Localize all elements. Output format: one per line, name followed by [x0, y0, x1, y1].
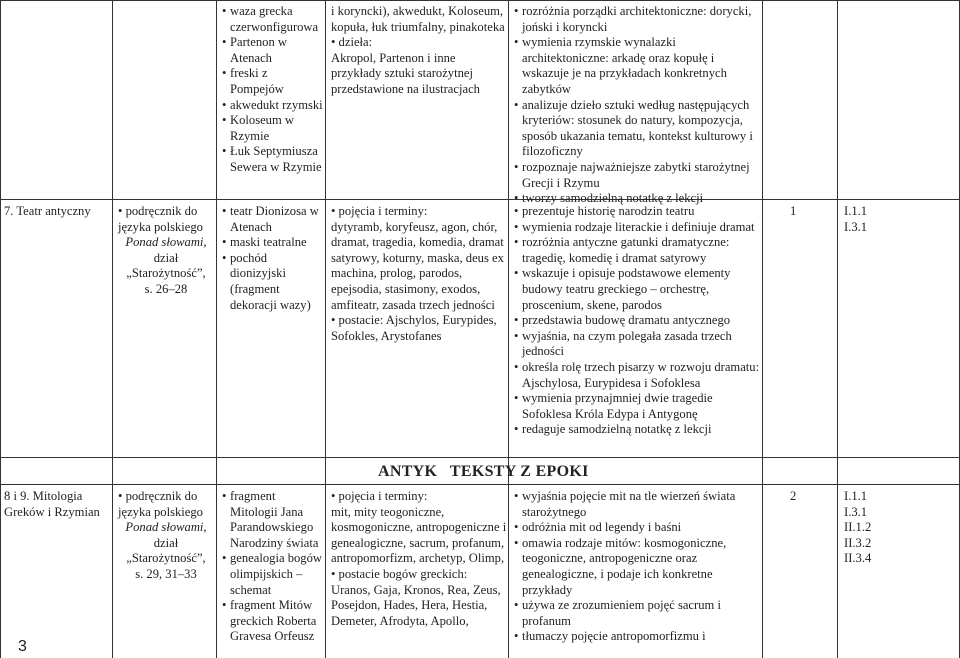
list-item: • analizuje dzieło sztuki według następujących kryteriów: stosunek do natury, kompozycja, sposób ukazania tematu, kontekst kulturowy i filozoficzny [514, 98, 760, 160]
list-item: • rozpoznaje najważniejsze zabytki starożytnej Grecji i Rzymu [514, 160, 760, 191]
list-item: • wymienia przynajmniej dwie tragedie Sofoklesa Króla Edypa i Antygonę [514, 391, 760, 422]
list-item: • wskazuje i opisuje podstawowe elementy budowy teatru greckiego – orchestrę, proscenium, skene, parodos [514, 266, 760, 313]
list-item: • tworzy samodzielną notatkę z lekcji [514, 191, 760, 207]
text-line: Ponad słowami, [125, 520, 207, 535]
row2-requirements: I.1.1 I.3.1 II.1.2 II.3.2 II.3.4 [844, 489, 872, 566]
list-item: • Koloseum w Rzymie [222, 113, 324, 144]
row1-requirements: I.1.1 I.3.1 [844, 204, 868, 234]
row0-outcomes [514, 4, 760, 207]
row1-hours: 1 [790, 204, 797, 218]
row1-material [118, 204, 214, 298]
section-title: ANTYK TEKSTY Z EPOKI [378, 463, 589, 480]
list-item: • waza grecka czerwonfigurowa [222, 4, 324, 35]
list-item: • rozróżnia antyczne gatunki dramatyczne: tragedię, komedię i dramat satyrowy [514, 235, 760, 266]
list-item: • pochód dionizyjski (fragment dekoracji wazy) [222, 251, 324, 313]
list-item: • fragment Mitów greckich Roberta Gravesa Orfeusz [222, 598, 324, 645]
text-block: dytyramb, koryfeusz, agon, chór, dramat, tragedia, komedia, dramat satyrowy, koturny, maska, deus ex machina, prolog, parodos, epejsodia, stasimony, exodos, amfiteatr, zasada trzech jedności [331, 219, 504, 312]
text-block: • dzieła: [331, 35, 373, 50]
text-line: • podręcznik do języka polskiego [118, 489, 203, 519]
text-line: s. 26–28 [144, 281, 188, 296]
list-item: • akwedukt rzymski [222, 98, 324, 114]
text-line: dział [153, 250, 179, 265]
page-number: 3 [18, 638, 27, 655]
list-item: • redaguje samodzielną notatkę z lekcji [514, 422, 760, 438]
row0-concepts [331, 4, 507, 98]
row2-outcomes [514, 489, 760, 645]
list-item: • wyjaśnia, na czym polegała zasada trzech jedności [514, 329, 760, 360]
list-item: • określa rolę trzech pisarzy w rozwoju dramatu: Ajschylosa, Eurypidesa i Sofoklesa [514, 360, 760, 391]
row2-lesson: 8 i 9. Mitologia Greków i Rzymian [4, 489, 100, 519]
text-block: mit, mity teogoniczne, kosmogoniczne, antropogeniczne i genealogiczne, sacrum, profanum, antropomorfizm, archetyp, Olimp, [331, 504, 507, 566]
list-item: • przedstawia budowę dramatu antycznego [514, 313, 760, 329]
list-item: • używa ze zrozumieniem pojęć sacrum i profanum [514, 598, 760, 629]
row1-art [222, 204, 324, 313]
text-line: s. 29, 31–33 [135, 566, 197, 581]
text-block: Akropol, Partenon i inne przykłady sztuki starożytnej przedstawione na ilustracjach [331, 50, 480, 96]
row1-concepts [331, 204, 507, 344]
list-item: • Partenon w Atenach [222, 35, 324, 66]
text-block: • pojęcia i terminy: [331, 489, 428, 503]
text-line: Ponad słowami, [125, 235, 207, 250]
list-item: • wyjaśnia pojęcie mit na tle wierzeń świata starożytnego [514, 489, 760, 520]
row2-art [222, 489, 324, 645]
text-line: „Starożytność”, [126, 551, 206, 566]
list-item: • prezentuje historię narodzin teatru [514, 204, 760, 220]
list-item: • Łuk Septymiusza Sewera w Rzymie [222, 144, 324, 175]
text-block: i koryncki), akwedukt, Koloseum, kopuła, łuk triumfalny, pinakoteka [331, 4, 505, 34]
list-item: • odróżnia mit od legendy i baśni [514, 520, 760, 536]
list-item: • omawia rodzaje mitów: kosmogoniczne, teogoniczne, antropogeniczne oraz genealogiczne, i podaje ich konkretne przykłady [514, 536, 760, 598]
list-item: • tłumaczy pojęcie antropomorfizmu i [514, 629, 760, 645]
text-line: dział [153, 535, 179, 550]
text-block: Uranos, Gaja, Kronos, Rea, Zeus, Posejdon, Hades, Hera, Hestia, Demeter, Afrodyta, Apollo, [331, 582, 501, 628]
list-item: • rozróżnia porządki architektoniczne: dorycki, joński i koryncki [514, 4, 760, 35]
text-line: „Starożytność”, [126, 266, 206, 281]
list-item: • maski teatralne [222, 235, 324, 251]
list-item: • genealogia bogów olimpijskich – schemat [222, 551, 324, 598]
row1-lesson: 7. Teatr antyczny [4, 204, 91, 218]
list-item: • wymienia rzymskie wynalazki architektoniczne: arkadę oraz kopułę i wskazuje je na przykładach konkretnych zabytków [514, 35, 760, 97]
text-block: • pojęcia i terminy: [331, 204, 428, 218]
list-item: • wymienia rodzaje literackie i definiuje dramat [514, 220, 760, 236]
row2-material [118, 489, 214, 583]
text-line: • podręcznik do języka polskiego [118, 204, 203, 234]
list-item: • freski z Pompejów [222, 66, 324, 97]
row1-outcomes [514, 204, 760, 438]
row0-art [222, 4, 324, 176]
text-block: • postacie: Ajschylos, Eurypides, Sofokles, Arystofanes [331, 313, 497, 343]
row2-concepts [331, 489, 507, 629]
list-item: • teatr Dionizosa w Atenach [222, 204, 324, 235]
row2-hours: 2 [790, 489, 797, 503]
list-item: • fragment Mitologii Jana Parandowskiego Narodziny świata [222, 489, 324, 551]
text-block: • postacie bogów greckich: [331, 566, 468, 581]
